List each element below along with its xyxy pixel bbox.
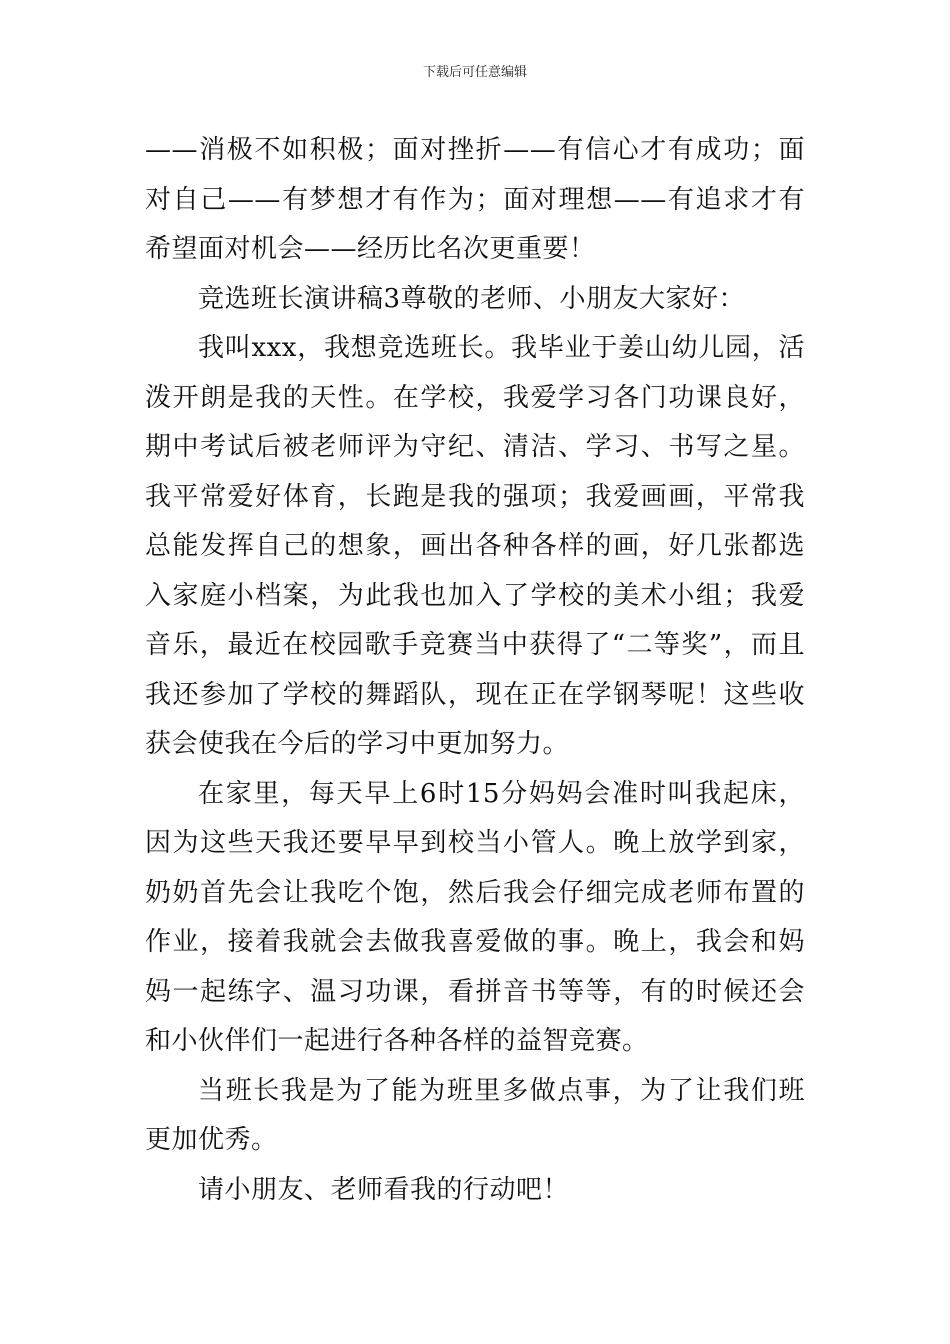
paragraph-continued: ——消极不如积极；面对挫折——有信心才有成功；面对自己——有梦想才有作为；面对理想——有追求才有希望面对机会——经历比名次更重要！ bbox=[145, 135, 805, 264]
paragraph-closing: 请小朋友、老师看我的行动吧！ bbox=[198, 1174, 570, 1205]
paragraph-speech-title: 竞选班长演讲稿3尊敬的老师、小朋友大家好： bbox=[198, 283, 746, 314]
page-header: 下载后可任意编辑 bbox=[422, 65, 527, 80]
paragraph-home-life: 在家里，每天早上6时15分妈妈会准时叫我起床，因为这些天我还要早早到校当小管人。晚上放学到家，奶奶首先会让我吃个饱，然后我会仔细完成老师布置的作业，接着我就会去做我喜爱做的事。晚上，我会和妈妈一起练字、温习功课，看拼音书等等，有的时候还会和小伙伴们一起进行各种各样的益智竞赛。 bbox=[145, 778, 805, 1056]
paragraph-self-introduction: 我叫xxx，我想竞选班长。我毕业于姜山幼儿园，活泼开朗是我的天性。在学校，我爱学习各门功课良好，期中考试后被老师评为守纪、清洁、学习、书写之星。我平常爱好体育，长跑是我的强项；我爱画画，平常我总能发挥自己的想象，画出各种各样的画，好几张都选入家庭小档案，为此我也加入了学校的美术小组；我爱音乐，最近在校园歌手竞赛当中获得了“二等奖”，而且我还参加了学校的舞蹈队，现在正在学钢琴呢！这些收获会使我在今后的学习中更加努力。 bbox=[145, 333, 805, 759]
paragraph-motivation: 当班长我是为了能为班里多做点事，为了让我们班更加优秀。 bbox=[145, 1075, 805, 1155]
document-body bbox=[145, 126, 805, 1215]
